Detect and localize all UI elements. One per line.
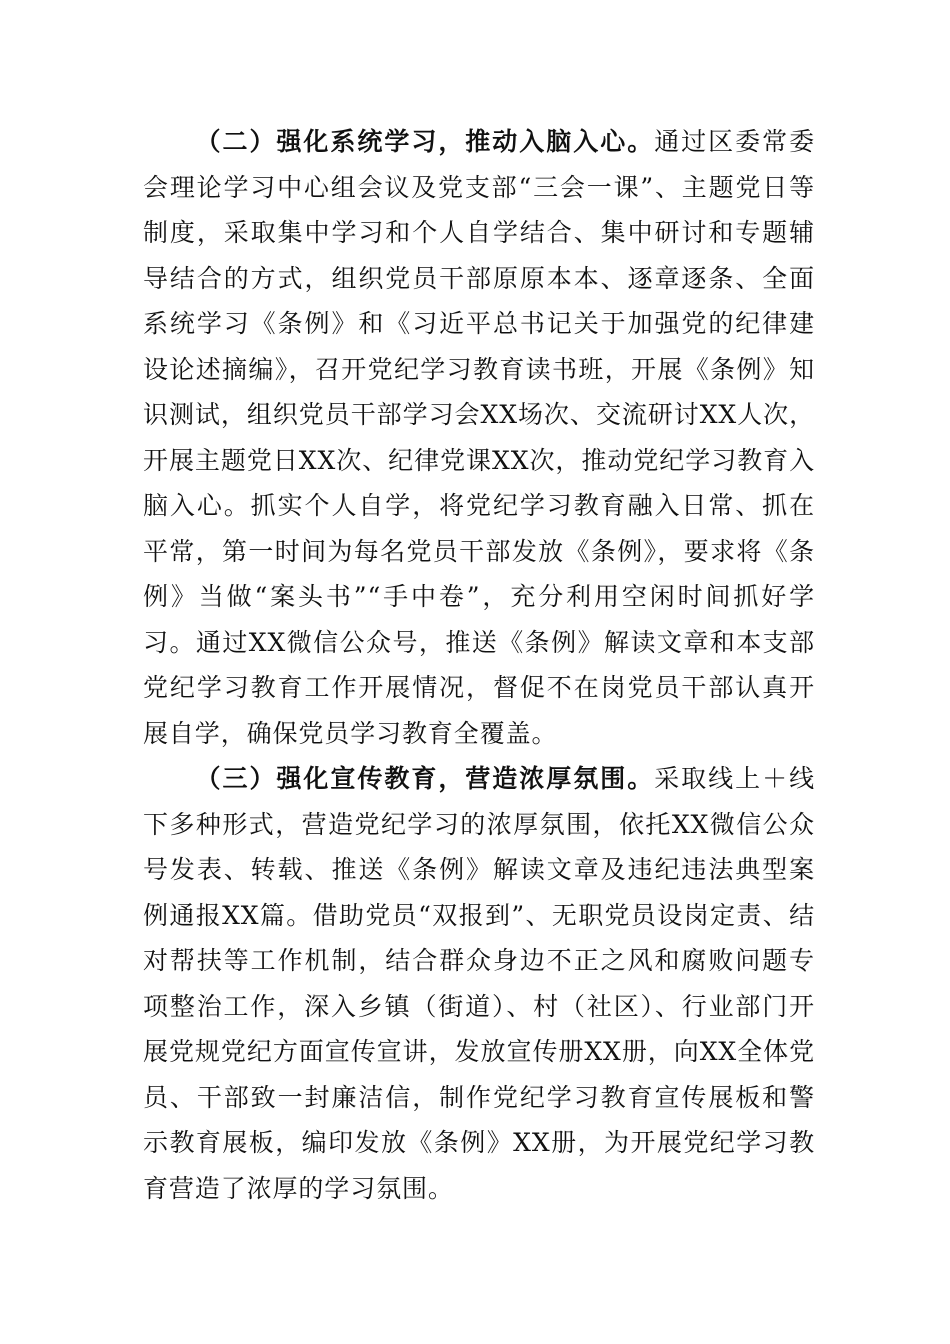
paragraph-heading-publicity: （三）强化宣传教育，营造浓厚氛围。 (195, 764, 655, 793)
paragraph-text-study: 通过区委常委会理论学习中心组会议及党支部“三会一课”、主题党日等制度，采取集中学习和个人自学结合、集中研讨和专题辅导结合的方式，组织党员干部原原本本、逐章逐条、全面系统学习《条例》和《习近平总书记关于加强党的纪律建设论述摘编》，召开党纪学习教育读书班，开展《条例》知识测试，组织党员干部学习会XX场次、交流研讨XX人次，开展主题党日XX次、纪律党课XX次，推动党纪学习教育入脑入心。抓实个人自学，将党纪学习教育融入日常、抓在平常，第一时间为每名党员干部发放《条例》，要求将《条例》当做“案头书”“手中卷”，充分利用空闲时间抓好学习。通过XX微信公众号，推送《条例》解读文章和本支部党纪学习教育工作开展情况，督促不在岗党员干部认真开展自学，确保党员学习教育全覆盖。 (143, 127, 815, 748)
paragraph-publicity (143, 756, 815, 1211)
document-body (143, 119, 815, 1211)
paragraph-text-publicity: 采取线上＋线下多种形式，营造党纪学习的浓厚氛围，依托XX微信公众号发表、转载、推送《条例》解读文章及违纪违法典型案例通报XX篇。借助党员“双报到”、无职党员设岗定责、结对帮扶等工作机制，结合群众身边不正之风和腐败问题专项整治工作，深入乡镇（街道）、村（社区）、行业部门开展党规党纪方面宣传宣讲，发放宣传册XX册，向XX全体党员、干部致一封廉洁信，制作党纪学习教育宣传展板和警示教育展板，编印发放《条例》XX册，为开展党纪学习教育营造了浓厚的学习氛围。 (143, 764, 815, 1203)
paragraph-heading-study: （二）强化系统学习，推动入脑入心。 (195, 127, 655, 156)
paragraph-study (143, 119, 815, 756)
